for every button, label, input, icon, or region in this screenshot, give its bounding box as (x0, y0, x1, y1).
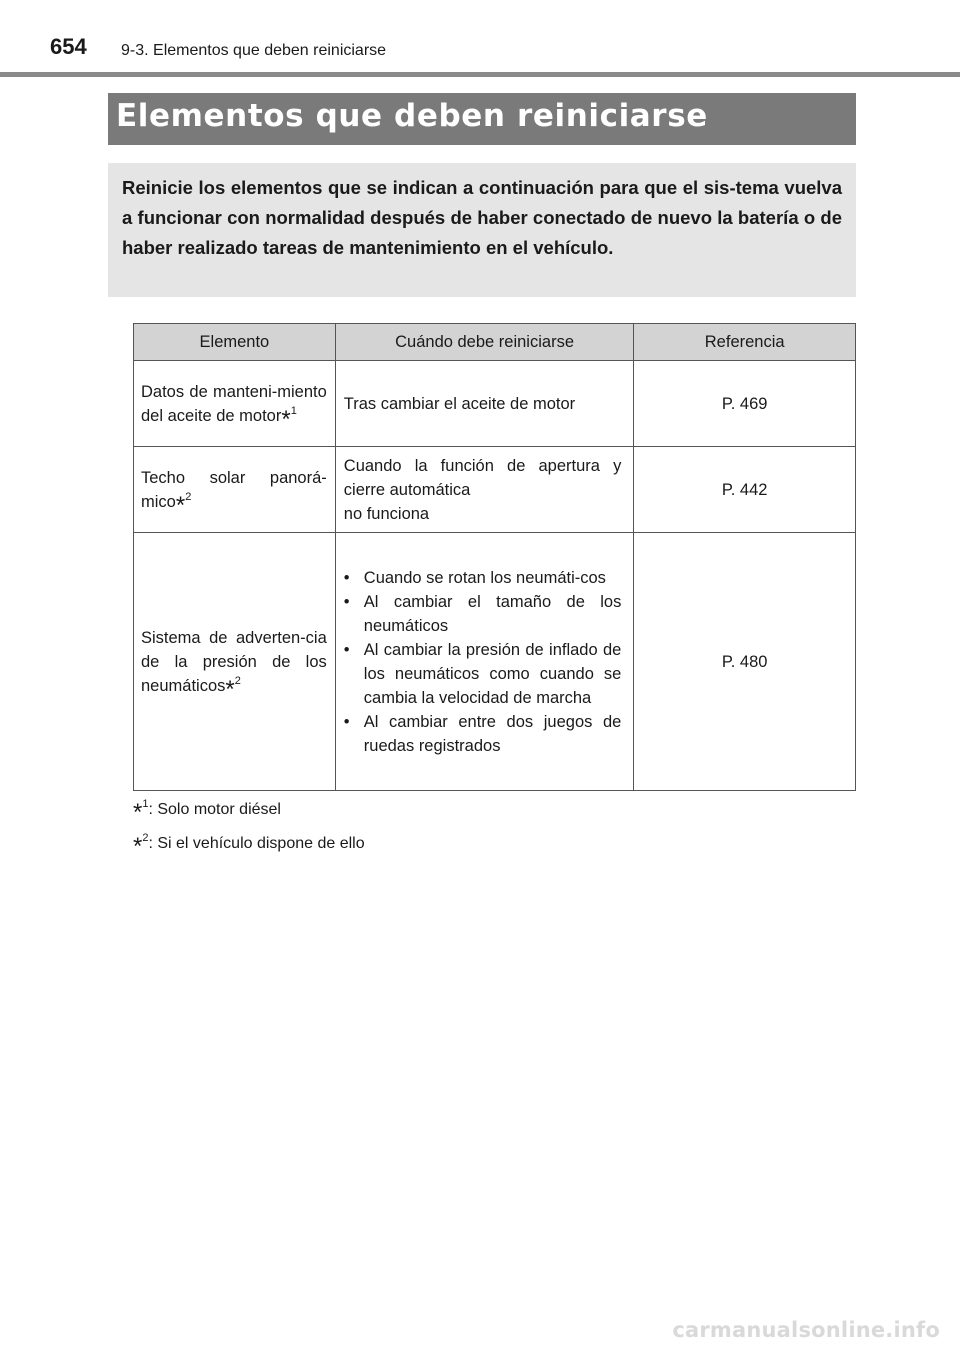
bullet-icon: • (343, 592, 350, 611)
asterisk-icon: * (281, 405, 291, 433)
section-title: Elementos que deben reiniciarse (116, 98, 708, 134)
asterisk-icon: * (225, 675, 235, 703)
watermark: carmanualsonline.info (672, 1318, 940, 1342)
item-label: Datos de manteni-miento del aceite de motor (141, 382, 327, 425)
table-row (134, 447, 856, 533)
table-row (134, 533, 856, 791)
bullet-text: Cuando se rotan los neumáti-cos (363, 568, 606, 587)
item-label: Sistema de adverten-cia de la presión de los neumáticos (141, 628, 327, 695)
note-marker: 2 (234, 674, 241, 687)
asterisk-icon: * (133, 833, 143, 860)
note-marker: 2 (185, 490, 192, 503)
when-line: no funciona (343, 504, 430, 523)
bullet-icon: • (343, 640, 350, 659)
asterisk-icon: * (175, 491, 186, 519)
intro-box (108, 163, 856, 297)
when-bullet-list (344, 566, 622, 758)
when-cell (335, 533, 634, 791)
section-title-bar (108, 93, 856, 145)
asterisk-icon: * (133, 799, 143, 826)
bullet-icon: • (343, 712, 350, 731)
when-line: Cuando la función de apertura y cierre automática (343, 456, 622, 499)
reset-items-table (133, 323, 856, 791)
item-cell (134, 533, 336, 791)
bullet-icon: • (343, 568, 350, 587)
item-cell (134, 447, 336, 533)
footnote (133, 798, 281, 826)
footnote-marker: 1 (142, 798, 149, 810)
footnote (133, 832, 365, 860)
reference-link[interactable]: P. 442 (634, 447, 856, 533)
table-row (134, 361, 856, 447)
table-header-row (134, 324, 856, 361)
when-cell (335, 447, 634, 533)
list-item (344, 638, 622, 710)
list-item (344, 590, 622, 638)
footnote-marker: 2 (142, 832, 149, 844)
item-cell (134, 361, 336, 447)
header-reference: Referencia (634, 324, 856, 361)
bullet-text: Al cambiar el tamaño de los neumáticos (363, 592, 622, 635)
running-header: 9-3. Elementos que deben reiniciarse (121, 42, 387, 59)
footnote-text: : Solo motor diésel (148, 801, 281, 818)
intro-text: Reinicie los elementos que se indican a continuación para que el sis-tema vuelva a funcionar con normalidad después de haber conectado de nuevo la batería o de haber realizado tareas de mantenimiento en el vehículo. (122, 177, 842, 258)
reference-link[interactable]: P. 480 (634, 533, 856, 791)
reference-link[interactable]: P. 469 (634, 361, 856, 447)
item-label: Techo solar panorá-mico (141, 468, 327, 511)
page-number: 654 (50, 34, 87, 59)
header-rule (0, 72, 960, 77)
bullet-text: Al cambiar la presión de inflado de los neumáticos como cuando se cambia la velocidad de marcha (363, 640, 622, 707)
header-element: Elemento (134, 324, 336, 361)
when-cell: Tras cambiar el aceite de motor (335, 361, 634, 447)
bullet-text: Al cambiar entre dos juegos de ruedas registrados (363, 712, 622, 755)
list-item (344, 710, 622, 758)
list-item (344, 566, 622, 590)
header-when: Cuándo debe reiniciarse (335, 324, 634, 361)
note-marker: 1 (290, 404, 297, 417)
footnote-text: : Si el vehículo dispone de ello (148, 835, 365, 852)
